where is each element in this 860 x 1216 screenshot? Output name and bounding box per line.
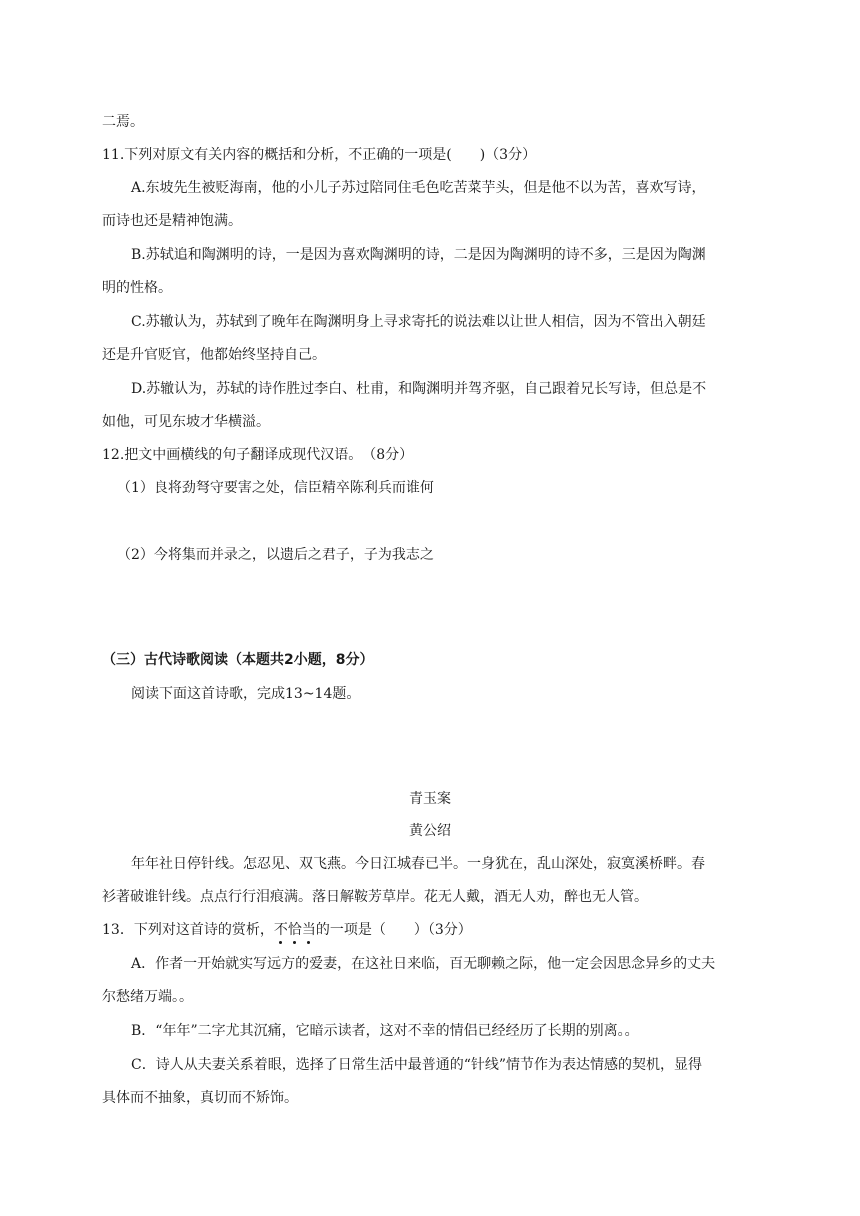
q13-option-a: A．作者一开始就实写远方的爱妻，在这社日来临，百无聊赖之际，他一定会因思念异乡的丈夫 <box>131 956 716 972</box>
section-heading: （三）古代诗歌阅读（本题共2小题，8分） <box>102 652 374 668</box>
text-line: 而诗也还是精神饱满。 <box>102 213 242 229</box>
question-13-stem <box>102 920 472 940</box>
text-line: 尔愁绪万端。。 <box>102 989 193 1005</box>
question-12-stem: 12.把文中画横线的句子翻译成现代汉语。 （8分） <box>102 447 414 463</box>
poem-title: 青玉案 <box>409 791 451 807</box>
q11-option-c: C.苏辙认为，苏轼到了晚年在陶渊明身上寻求寄托的说法难以让世人相信，因为不管出入朝廷 <box>131 314 706 330</box>
q11-option-a: A.东坡先生被贬海南，他的小儿子苏过陪同住毛色吃苦菜芋头，但是他不以为苦，喜欢写诗， <box>131 180 706 196</box>
text-line: 还是升官贬官，他都始终坚持自己。 <box>102 347 326 363</box>
emphasis-char: 不 <box>273 922 288 938</box>
poem-body-line: 年年社日停针线。怎忍见、双飞燕。今日江城春已半。一身犹在，乱山深处，寂寞溪桥畔。春 <box>131 856 705 872</box>
emphasis-char: 当 <box>301 922 316 938</box>
q11-option-b: B.苏轼追和陶渊明的诗，一是因为喜欢陶渊明的诗，二是因为陶渊明的诗不多，三是因为陶渊 <box>131 247 706 263</box>
poem-body-line: 衫著破谁针线。点点行行泪痕满。落日解鞍芳草岸。花无人戴，酒无人劝，醉也无人管。 <box>102 889 648 905</box>
q13-option-c: C．诗人从夫妻关系着眼，选择了日常生活中最普通的“针线”情节作为表达情感的契机，显得 <box>131 1057 703 1073</box>
q13-stem-start: 13．下列对这首诗的赏析， <box>102 922 274 938</box>
q12-sentence-2: （2）今将集而并录之，以遗后之君子，子为我志之 <box>117 547 434 563</box>
emphasis-char: 恰 <box>287 922 302 938</box>
q12-sentence-1: （1）良将劲弩守要害之处，信臣精卒陈利兵而谁何 <box>117 480 434 496</box>
instruction-line: 阅读下面这首诗歌，完成13~14题。 <box>131 686 361 702</box>
q13-stem-end: 的一项是（ ）（3分） <box>315 922 472 938</box>
text-line: 明的性格。 <box>102 280 172 296</box>
text-line: 二焉。 <box>102 114 144 130</box>
q13-option-b: B．“年年”二字尤其沉痛，它暗示读者，这对不幸的情侣已经经历了长期的别离。。 <box>131 1023 639 1039</box>
text-line: 如他，可见东坡才华横溢。 <box>102 414 270 430</box>
text-line: 具体而不抽象，真切而不矫饰。 <box>102 1090 298 1106</box>
poem-author: 黄公绍 <box>409 823 451 839</box>
q11-option-d: D.苏辙认为，苏轼的诗作胜过李白、杜甫，和陶渊明并驾齐驱，自己跟着兄长写诗，但总是不 <box>131 381 707 397</box>
question-11-stem: 11.下列对原文有关内容的概括和分析，不正确的一项是( )（3分） <box>102 147 537 163</box>
